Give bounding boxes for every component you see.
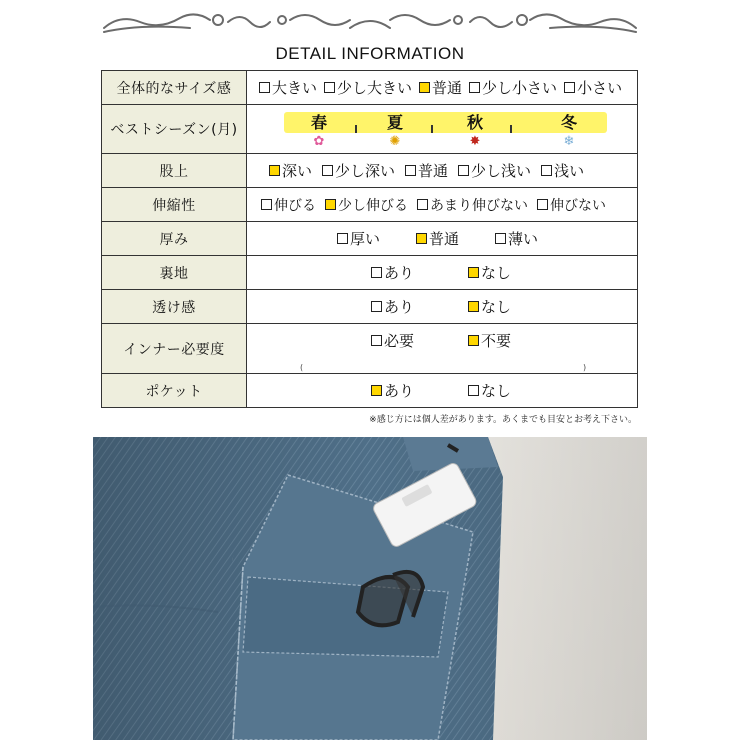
option: なし	[468, 262, 511, 283]
option: 少し伸びる	[325, 195, 408, 215]
checkbox-checked-icon	[419, 82, 430, 93]
option: なし	[468, 296, 511, 317]
decorative-ornament	[100, 6, 640, 34]
sunflower-icon: ✺	[389, 134, 401, 149]
option: 浅い	[541, 160, 584, 181]
row-values	[247, 324, 638, 374]
row-values	[247, 222, 638, 256]
row-label: ベストシーズン(月)	[102, 105, 247, 154]
table-row	[102, 105, 638, 154]
row-values	[247, 154, 638, 188]
checkbox-checked-icon	[468, 267, 479, 278]
table-row	[102, 324, 638, 374]
checkbox-icon	[469, 82, 480, 93]
checkbox-checked-icon	[269, 165, 280, 176]
option: 少し大きい	[324, 77, 412, 98]
option: あり	[371, 262, 414, 283]
option: 不要	[468, 330, 511, 351]
paren-open: (	[300, 362, 304, 372]
option: 小さい	[564, 77, 622, 98]
checkbox-checked-icon	[468, 335, 479, 346]
paren-close: )	[583, 362, 587, 372]
table-row	[102, 290, 638, 324]
option: 伸びる	[261, 195, 316, 215]
option: 普通	[419, 77, 462, 98]
table-row	[102, 188, 638, 222]
product-photo	[93, 437, 647, 740]
checkbox-icon	[537, 199, 548, 210]
checkbox-icon	[337, 233, 348, 244]
detail-table	[101, 70, 638, 408]
checkbox-icon	[564, 82, 575, 93]
option: 普通	[416, 228, 459, 249]
page-title: DETAIL INFORMATION	[275, 44, 465, 63]
checkbox-icon	[259, 82, 270, 93]
checkbox-checked-icon	[371, 385, 382, 396]
option: あまり伸びない	[417, 195, 528, 215]
checkbox-checked-icon	[416, 233, 427, 244]
option: 伸びない	[537, 195, 606, 215]
checkbox-icon	[261, 199, 272, 210]
season-spring: 春	[310, 113, 327, 132]
flower-icon: ✿	[313, 134, 325, 149]
option: 薄い	[495, 228, 538, 249]
row-label: 裏地	[102, 256, 247, 290]
option: 少し深い	[322, 160, 395, 181]
table-row	[102, 222, 638, 256]
checkbox-icon	[417, 199, 428, 210]
maple-leaf-icon: ✸	[469, 134, 481, 149]
row-label: 股上	[102, 154, 247, 188]
table-row	[102, 71, 638, 105]
checkbox-checked-icon	[325, 199, 336, 210]
table-row	[102, 256, 638, 290]
row-values	[247, 256, 638, 290]
table-row	[102, 154, 638, 188]
checkbox-icon	[541, 165, 552, 176]
checkbox-icon	[458, 165, 469, 176]
season-chart	[247, 105, 637, 153]
option: 厚い	[337, 228, 380, 249]
option: 少し浅い	[458, 160, 531, 181]
option: 深い	[269, 160, 312, 181]
season-autumn: 秋	[466, 113, 483, 132]
row-label: 透け感	[102, 290, 247, 324]
snowflake-icon: ❄	[563, 134, 575, 149]
checkbox-icon	[322, 165, 333, 176]
checkbox-icon	[468, 385, 479, 396]
checkbox-icon	[371, 301, 382, 312]
option: 必要	[371, 330, 414, 351]
checkbox-checked-icon	[468, 301, 479, 312]
row-label: 厚み	[102, 222, 247, 256]
season-winter: 冬	[560, 113, 577, 132]
checkbox-icon	[371, 335, 382, 346]
option: あり	[371, 380, 414, 401]
option: 少し小さい	[469, 77, 557, 98]
option: 普通	[405, 160, 448, 181]
row-label: 全体的なサイズ感	[102, 71, 247, 105]
option: あり	[371, 296, 414, 317]
table-row	[102, 374, 638, 408]
season-summer: 夏	[386, 113, 403, 132]
option: なし	[468, 380, 511, 401]
row-values	[247, 290, 638, 324]
row-values	[247, 374, 638, 408]
checkbox-icon	[495, 233, 506, 244]
checkbox-icon	[371, 267, 382, 278]
row-label: インナー必要度	[102, 324, 247, 374]
row-values	[247, 105, 638, 154]
row-values	[247, 188, 638, 222]
option: 大きい	[259, 77, 317, 98]
disclaimer-note: ※感じ方には個人差があります。あくまでも目安とお考え下さい。	[369, 415, 637, 425]
row-values	[247, 71, 638, 105]
checkbox-icon	[324, 82, 335, 93]
row-label: ポケット	[102, 374, 247, 408]
row-label: 伸縮性	[102, 188, 247, 222]
checkbox-icon	[405, 165, 416, 176]
